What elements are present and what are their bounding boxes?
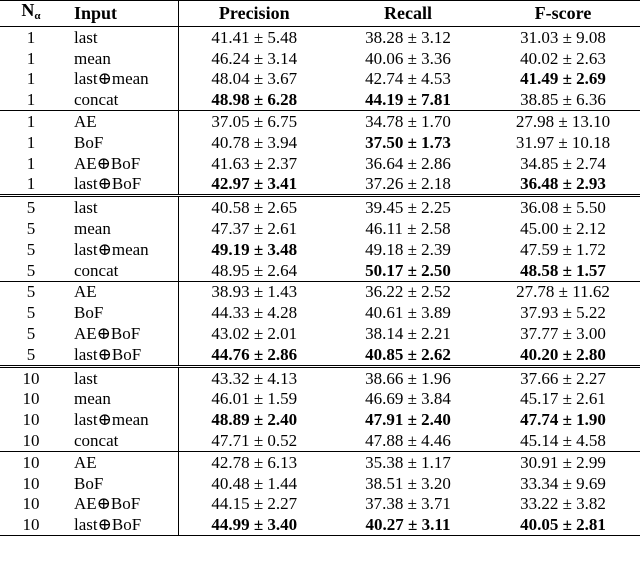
cell-recall: 38.28 ± 3.12 (365, 27, 451, 47)
header-precision: Precision (178, 1, 330, 27)
cell-input: AE (62, 111, 178, 132)
cell-recall: 47.91 ± 2.40 (365, 410, 451, 430)
table-row (0, 27, 640, 48)
cell-fscore: 45.17 ± 2.61 (520, 389, 606, 409)
cell-fscore: 47.59 ± 1.72 (520, 239, 606, 259)
cell-precision: 43.32 ± 4.13 (178, 366, 330, 388)
cell-input: AE⊕BoF (62, 153, 178, 174)
cell-precision: 48.89 ± 2.40 (211, 410, 298, 430)
cell-input: last (62, 196, 178, 218)
cell-precision: 44.76 ± 2.86 (211, 344, 298, 364)
cell-n-alpha: 10 (0, 451, 62, 472)
cell-precision: 46.01 ± 1.59 (211, 389, 298, 409)
cell-precision: 49.19 ± 3.48 (211, 239, 298, 259)
cell-fscore: 47.74 ± 1.90 (520, 410, 606, 430)
cell-fscore: 37.93 ± 5.22 (520, 303, 606, 323)
cell-n-alpha: 1 (26, 132, 36, 152)
cell-n-alpha: 5 (0, 281, 62, 302)
cell-fscore: 30.91 ± 2.99 (486, 451, 640, 472)
cell-precision: 48.04 ± 3.67 (211, 69, 298, 89)
cell-fscore: 37.66 ± 2.27 (486, 366, 640, 388)
table-row (0, 494, 640, 515)
cell-fscore: 27.98 ± 13.10 (486, 111, 640, 132)
cell-input: mean (62, 218, 178, 239)
cell-input: last⊕mean (62, 239, 178, 260)
cell-input: BoF (62, 132, 178, 153)
cell-fscore: 38.85 ± 6.36 (520, 90, 606, 110)
cell-n-alpha: 10 (22, 410, 40, 430)
cell-input: last (62, 27, 178, 48)
table-row (0, 260, 640, 281)
cell-n-alpha: 5 (26, 324, 36, 344)
cell-input: last (62, 366, 178, 388)
cell-input: last⊕BoF (62, 174, 178, 196)
table-row (0, 473, 640, 494)
cell-precision: 42.78 ± 6.13 (178, 451, 330, 472)
cell-input: concat (62, 89, 178, 110)
cell-fscore: 48.58 ± 1.57 (520, 260, 606, 280)
cell-precision: 43.02 ± 2.01 (211, 324, 298, 344)
cell-precision: 47.71 ± 0.52 (211, 431, 298, 451)
table-row (0, 69, 640, 90)
cell-fscore: 31.03 ± 9.08 (520, 27, 606, 47)
cell-fscore: 34.85 ± 2.74 (520, 153, 606, 173)
cell-fscore: 27.78 ± 11.62 (486, 281, 640, 302)
cell-n-alpha: 10 (22, 389, 40, 409)
cell-input: BoF (62, 302, 178, 323)
header-input: Input (62, 1, 178, 27)
header-recall: Recall (330, 1, 486, 27)
cell-input: mean (62, 389, 178, 410)
cell-recall: 39.45 ± 2.25 (330, 196, 486, 218)
cell-recall: 44.19 ± 7.81 (365, 90, 451, 110)
header-n-alpha: $N_\alpha$ (0, 1, 62, 27)
table-row (0, 409, 640, 430)
cell-recall: 49.18 ± 2.39 (365, 239, 451, 259)
cell-input: AE (62, 451, 178, 472)
cell-precision: 44.33 ± 4.28 (211, 303, 298, 323)
cell-recall: 38.66 ± 1.96 (330, 366, 486, 388)
cell-input: last⊕mean (62, 409, 178, 430)
cell-input: last⊕BoF (62, 514, 178, 535)
cell-n-alpha: 5 (26, 219, 36, 239)
table-body (0, 27, 640, 536)
cell-precision: 44.99 ± 3.40 (178, 514, 330, 535)
cell-n-alpha: 10 (22, 494, 40, 514)
cell-fscore: 41.49 ± 2.69 (520, 69, 606, 89)
cell-recall: 37.38 ± 3.71 (365, 494, 451, 514)
table-row (0, 48, 640, 69)
table-row (0, 344, 640, 366)
cell-recall: 42.74 ± 4.53 (365, 69, 451, 89)
cell-n-alpha: 1 (26, 174, 36, 194)
cell-fscore: 33.22 ± 3.82 (520, 494, 606, 514)
cell-precision: 40.48 ± 1.44 (211, 473, 298, 493)
cell-fscore: 40.02 ± 2.63 (520, 48, 606, 68)
table-row (0, 174, 640, 196)
cell-recall: 34.78 ± 1.70 (330, 111, 486, 132)
cell-input: concat (62, 430, 178, 451)
table-row (0, 111, 640, 132)
cell-input: last⊕BoF (62, 344, 178, 366)
cell-precision: 44.15 ± 2.27 (211, 494, 298, 514)
cell-recall: 38.14 ± 2.21 (365, 324, 451, 344)
table-row (0, 89, 640, 110)
table-row (0, 514, 640, 535)
cell-n-alpha: 5 (26, 344, 36, 364)
cell-precision: 41.41 ± 5.48 (211, 27, 298, 47)
cell-fscore: 36.08 ± 5.50 (486, 196, 640, 218)
cell-input: AE⊕BoF (62, 494, 178, 515)
cell-fscore: 40.20 ± 2.80 (520, 344, 606, 364)
cell-input: mean (62, 48, 178, 69)
table-row (0, 281, 640, 302)
cell-n-alpha: 1 (26, 90, 36, 110)
cell-precision: 40.78 ± 3.94 (211, 132, 298, 152)
cell-fscore: 36.48 ± 2.93 (520, 174, 606, 194)
cell-recall: 40.85 ± 2.62 (365, 344, 451, 364)
cell-fscore: 31.97 ± 10.18 (515, 132, 611, 152)
cell-n-alpha: 1 (26, 48, 36, 68)
table-row (0, 302, 640, 323)
cell-n-alpha: 10 (0, 366, 62, 388)
cell-recall: 46.11 ± 2.58 (365, 219, 451, 239)
cell-n-alpha: 5 (26, 303, 36, 323)
cell-n-alpha: 1 (26, 153, 36, 173)
table-row (0, 132, 640, 153)
cell-recall: 40.61 ± 3.89 (365, 303, 451, 323)
cell-precision: 46.24 ± 3.14 (211, 48, 298, 68)
cell-n-alpha: 1 (0, 111, 62, 132)
cell-input: last⊕mean (62, 69, 178, 90)
cell-n-alpha: 10 (22, 431, 40, 451)
cell-n-alpha: 10 (22, 473, 40, 493)
cell-precision: 42.97 ± 3.41 (211, 174, 298, 194)
cell-input: concat (62, 260, 178, 281)
cell-precision: 48.98 ± 6.28 (211, 90, 298, 110)
cell-recall: 37.50 ± 1.73 (365, 132, 451, 152)
table-row (0, 389, 640, 410)
cell-input: AE (62, 281, 178, 302)
cell-precision: 37.05 ± 6.75 (178, 111, 330, 132)
header-fscore: F-score (486, 1, 640, 27)
cell-fscore: 45.14 ± 4.58 (520, 431, 606, 451)
table-row (0, 218, 640, 239)
cell-precision: 48.95 ± 2.64 (211, 260, 298, 280)
cell-precision: 47.37 ± 2.61 (211, 219, 298, 239)
cell-fscore: 33.34 ± 9.69 (520, 473, 606, 493)
cell-fscore: 40.05 ± 2.81 (486, 514, 640, 535)
cell-precision: 41.63 ± 2.37 (211, 153, 298, 173)
cell-precision: 40.58 ± 2.65 (178, 196, 330, 218)
cell-recall: 36.64 ± 2.86 (365, 153, 451, 173)
cell-recall: 50.17 ± 2.50 (365, 260, 451, 280)
cell-recall: 36.22 ± 2.52 (330, 281, 486, 302)
cell-recall: 40.27 ± 3.11 (330, 514, 486, 535)
cell-recall: 35.38 ± 1.17 (330, 451, 486, 472)
cell-n-alpha: 1 (26, 27, 36, 47)
cell-recall: 37.26 ± 2.18 (365, 174, 451, 194)
table-row (0, 153, 640, 174)
cell-n-alpha: 1 (26, 69, 36, 89)
table-row (0, 430, 640, 451)
table-row (0, 451, 640, 472)
cell-input: AE⊕BoF (62, 323, 178, 344)
cell-fscore: 37.77 ± 3.00 (520, 324, 606, 344)
table-row (0, 239, 640, 260)
cell-n-alpha: 5 (26, 239, 36, 259)
header-row (0, 1, 640, 27)
cell-recall: 38.51 ± 3.20 (365, 473, 451, 493)
cell-n-alpha: 5 (26, 260, 36, 280)
cell-recall: 40.06 ± 3.36 (365, 48, 451, 68)
cell-recall: 46.69 ± 3.84 (365, 389, 451, 409)
cell-n-alpha: 10 (0, 514, 62, 535)
table-row (0, 196, 640, 218)
table-row (0, 323, 640, 344)
table-row (0, 366, 640, 388)
cell-n-alpha: 5 (0, 196, 62, 218)
cell-precision: 38.93 ± 1.43 (178, 281, 330, 302)
cell-recall: 47.88 ± 4.46 (365, 431, 451, 451)
cell-input: BoF (62, 473, 178, 494)
cell-fscore: 45.00 ± 2.12 (520, 219, 606, 239)
